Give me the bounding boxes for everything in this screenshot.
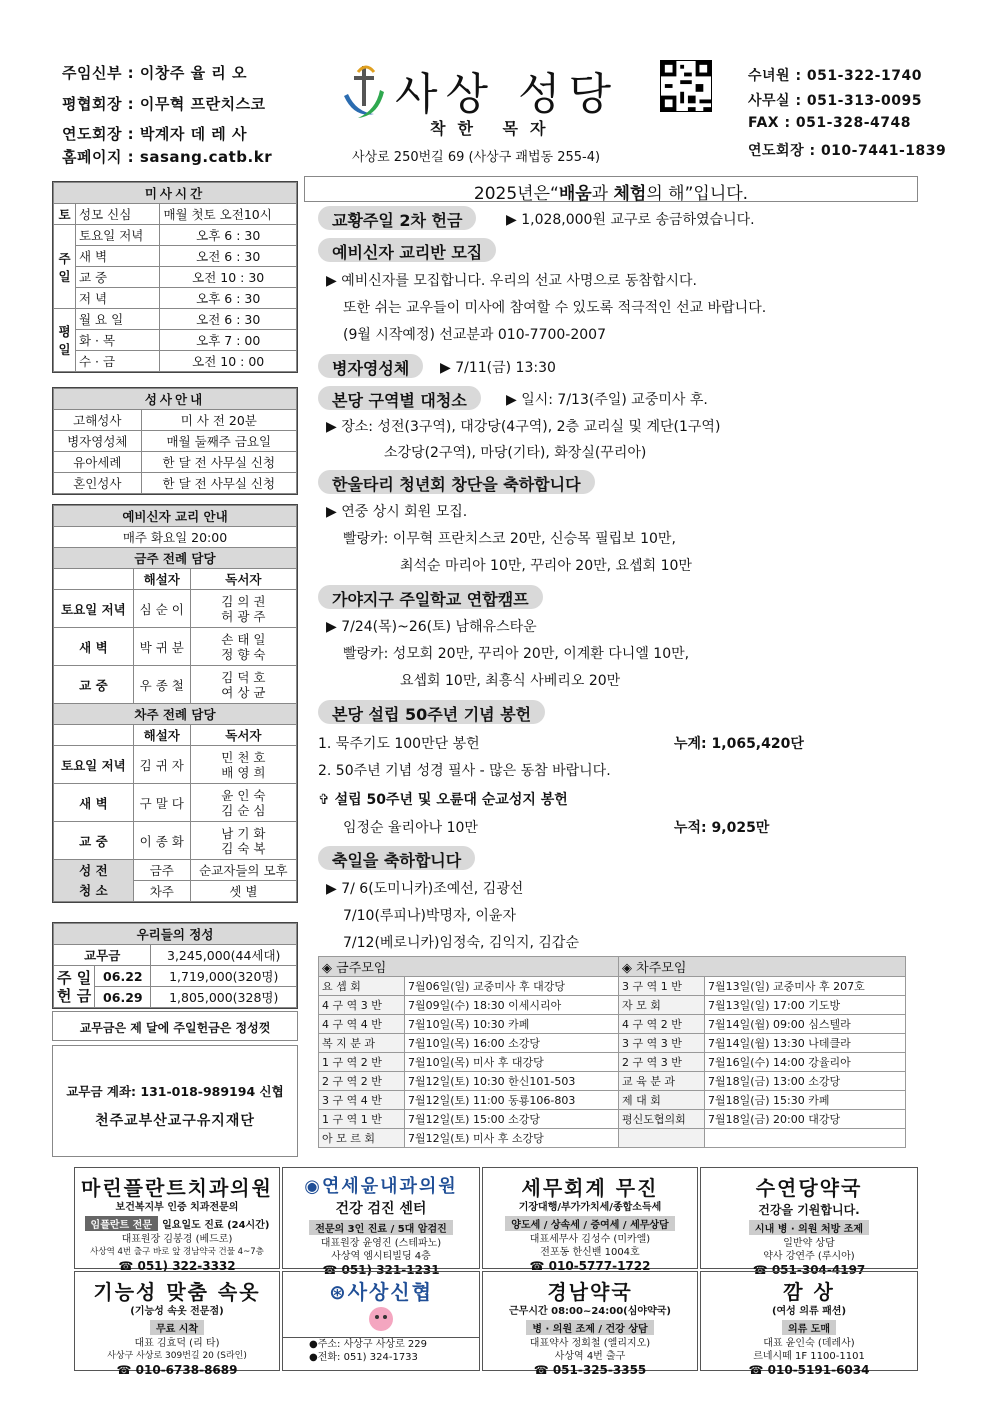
ad-internal-clinic[interactable] — [282, 1167, 480, 1277]
offering-50th-title: ✞ 설립 50주년 및 오륜대 순교성지 봉헌 — [318, 792, 568, 808]
commentator-name: 우 종 철 — [133, 666, 190, 704]
reader-name: 손 태 일 — [221, 631, 266, 647]
sick-communion-text: ▶ 7/11(금) 13:30 — [440, 360, 556, 376]
meeting-detail: 7월14일(월) 13:30 나데클라 — [705, 1034, 906, 1053]
cleaning-label: 성 전 — [79, 862, 108, 878]
commentator-name: 박 귀 분 — [133, 628, 190, 666]
ad-pharmacy-suyeon[interactable] — [700, 1167, 918, 1277]
meeting-group: 2 구 역 3 반 — [619, 1053, 705, 1072]
cleaning-label: 청 소 — [79, 882, 108, 898]
liturgy-mass-label: 새 벽 — [54, 784, 134, 822]
ad-tax-office[interactable] — [482, 1167, 698, 1273]
reader-header: 독서자 — [190, 569, 296, 590]
account-number: 교무금 계좌: 131-018-989194 신협 — [66, 1084, 284, 1099]
camp-text-2: 빨랑카: 성모회 20만, 꾸리아 20만, 이계환 다니엘 10만, — [343, 646, 690, 662]
commentator-name: 구 말 다 — [133, 784, 190, 822]
ad-subtitle: 보건복지부 인증 치과전문의 — [115, 1202, 239, 1213]
ad-text: 대표원장 윤영진 (스테파노) — [320, 1238, 442, 1249]
parish-title: 사상 성당 — [395, 69, 620, 120]
mass-cell: 매월 첫토 오전10시 — [160, 204, 297, 225]
meeting-group: 제 대 회 — [619, 1091, 705, 1110]
ad-subtitle: 기장대행/부가가치세/종합소득세 — [518, 1202, 662, 1213]
sacrament-cell: 미 사 전 20분 — [141, 410, 296, 431]
ad-credit-union[interactable] — [282, 1271, 480, 1371]
banner-text: 의 해”입니다. — [646, 184, 749, 204]
ad-text: 대표약사 정회철 (엘리지오) — [529, 1338, 651, 1349]
liturgy-mass-label: 토요일 저녁 — [54, 590, 134, 628]
ad-text: 대표원장 김봉경 (베드로) — [121, 1234, 233, 1245]
meeting-group: 3 구 역 1 반 — [619, 977, 705, 996]
sacrament-cell: 한 달 전 사무실 신청 — [141, 452, 296, 473]
ad-subtitle: (여성 의류 패션) — [771, 1306, 847, 1317]
sacrament-box — [52, 387, 298, 495]
ad-phone: ☎ 051) 322-3332 — [118, 1259, 236, 1273]
meeting-row — [319, 1072, 906, 1091]
ad-title: 연세윤내과의원 — [322, 1176, 458, 1197]
meeting-group: 교 육 분 과 — [619, 1072, 705, 1091]
bible-copy-text: 2. 50주년 기념 성경 필사 - 많은 동참 바랍니다. — [318, 763, 611, 779]
reader-name: 정 향 숙 — [221, 646, 266, 662]
section-50th-anniversary: 본당 설립 50주년 기념 봉헌 — [318, 700, 545, 724]
ad-phone: ☎ 010-5191-6034 — [748, 1363, 870, 1377]
ad-phone: ☎ 051-304-4197 — [752, 1263, 866, 1277]
feast-text-1: ▶ 7/ 6(도미니카)조예선, 김광선 — [326, 881, 524, 897]
next-week-title: 차주 전례 담당 — [54, 704, 297, 725]
reader-header: 독서자 — [190, 725, 296, 746]
ad-phone: ☎ 051-325-3355 — [533, 1363, 647, 1377]
parish-subtitle: 착한 목자 — [430, 119, 558, 138]
this-week-title: 금주 전례 담당 — [54, 548, 297, 569]
ad-text: 대표세무사 김성수 (미카엘) — [529, 1234, 651, 1245]
banner-text: 과 — [591, 184, 614, 204]
offering-value: 1,805,000(328명) — [151, 987, 297, 1008]
section-pope-sunday: 교황주일 2차 헌금 — [318, 206, 476, 230]
reader-name: 배 영 희 — [221, 764, 266, 780]
ad-title: 경남약국 — [547, 1280, 633, 1304]
cleaning-place-1: ▶ 장소: 성전(3구역), 대강당(4구역), 2층 교리실 및 계단(1구역) — [326, 419, 721, 435]
sunday-offering-label: 주 일 — [57, 968, 92, 987]
mass-cell: 성모 신심 — [76, 204, 160, 225]
mass-cell: 토 — [54, 204, 76, 225]
pastor-line: 주임신부 : 이창주 율 리 오 — [62, 64, 248, 82]
fax-number: FAX : 051-328-4748 — [748, 115, 911, 131]
homepage-line: 홈페이지 : sasang.catb.kr — [62, 148, 273, 166]
ad-badge-text: 일요일도 진료 (24시간) — [162, 1220, 270, 1231]
mass-cell: 화 · 목 — [76, 330, 160, 351]
catechism-title: 예비신자 교리 안내 — [54, 506, 297, 527]
qr-code-icon[interactable] — [660, 60, 712, 112]
foundation-name: 천주교부산교구유지재단 — [95, 1113, 255, 1129]
meeting-detail: 7월14일(월) 09:00 심스텔라 — [705, 1015, 906, 1034]
ad-text: 사상역 4번 출구 바로 앞 경남약국 건물 4~7층 — [90, 1247, 264, 1257]
meeting-row — [319, 1110, 906, 1129]
offering-box — [52, 922, 298, 1009]
youth-text-2: 빨랑카: 이무혁 프란치스코 20만, 신승목 필립보 10만, — [343, 531, 676, 547]
ad-badge: 시내 병 · 의원 처방 조제 — [749, 1220, 869, 1235]
meeting-group: 3 구 역 4 반 — [319, 1091, 405, 1110]
mass-cell: 새 벽 — [76, 246, 160, 267]
meeting-row — [319, 1015, 906, 1034]
meeting-row — [319, 996, 906, 1015]
tithe-label: 교무금 — [54, 945, 151, 966]
meeting-detail: 7월12일(토) 11:00 동룡106-803 — [405, 1091, 619, 1110]
commentator-header: 해설자 — [133, 725, 190, 746]
cleaning-date-text: ▶ 일시: 7/13(주일) 교중미사 후. — [506, 392, 708, 408]
mass-weekday-label: 평일 — [54, 309, 76, 372]
reader-name: 김 의 권 — [221, 593, 266, 609]
ad-title: 기능성 맞춤 속옷 — [93, 1280, 261, 1304]
catechism-time: 매주 화요일 20:00 — [54, 527, 297, 548]
ad-text: 르네시떼 1F 1100-1101 — [753, 1351, 865, 1362]
meeting-detail: 7월12일(토) 15:00 소강당 — [405, 1110, 619, 1129]
liturgy-mass-label: 토요일 저녁 — [54, 746, 134, 784]
ad-text: ●전화: 051) 324-1733 — [309, 1352, 418, 1363]
ad-text: 사상역 엠시티빌딩 4층 — [331, 1251, 431, 1262]
meeting-detail: 7월10일(목) 미사 후 대강당 — [405, 1053, 619, 1072]
mass-cell: 오후 6 : 30 — [160, 225, 297, 246]
offering-title: 우리들의 정성 — [54, 924, 297, 945]
ad-dental[interactable] — [74, 1167, 280, 1273]
meeting-group: 1 구 역 1 반 — [319, 1110, 405, 1129]
mass-cell: 오전 6 : 30 — [160, 246, 297, 267]
mass-cell: 저 녁 — [76, 288, 160, 309]
ad-subtitle: (기능성 속옷 전문점) — [130, 1306, 224, 1317]
year-theme-banner — [304, 176, 918, 202]
section-sick-communion: 병자영성체 — [318, 354, 423, 378]
meeting-group: 자 모 회 — [619, 996, 705, 1015]
meeting-row — [319, 977, 906, 996]
camp-text-3: 요셉회 10만, 최흥식 사베리오 20만 — [400, 673, 621, 689]
offering-50th-total: 누적: 9,025만 — [674, 820, 770, 836]
mass-cell: 오후 6 : 30 — [160, 288, 297, 309]
commentator-name: 김 귀 자 — [133, 746, 190, 784]
meeting-detail: 7월12일(토) 미사 후 소강당 — [405, 1129, 619, 1148]
meeting-row — [319, 1129, 906, 1148]
ad-text: 약사 강연주 (루시아) — [763, 1251, 855, 1262]
banner-keyword: 배움 — [558, 184, 592, 204]
ad-badge: 의류 도매 — [782, 1320, 836, 1335]
rosary-total: 누계: 1,065,420단 — [674, 736, 804, 752]
ad-subtitle: 건강 검진 센터 — [335, 1201, 427, 1217]
liturgy-mass-label: 새 벽 — [54, 628, 134, 666]
meeting-group: 2 구 역 2 반 — [319, 1072, 405, 1091]
ad-text: 사상구 사상로 309번길 20 (S라인) — [107, 1351, 247, 1361]
credit-union-logo-icon: ⊛ — [328, 1280, 348, 1304]
yeondo-president-line: 연도회장 : 박계자 데 레 사 — [62, 125, 248, 143]
ad-underwear[interactable] — [74, 1271, 280, 1377]
ad-title: 사상신협 — [347, 1280, 434, 1304]
cleaning-week: 금주 — [133, 860, 190, 881]
reader-name: 남 기 화 — [221, 825, 266, 841]
mass-cell: 수 · 금 — [76, 351, 160, 372]
meeting-detail: 7월06일(일) 교중미사 후 대강당 — [405, 977, 619, 996]
reader-name: 민 천 호 — [221, 749, 266, 765]
offering-date: 06.29 — [95, 987, 151, 1008]
tithe-value: 3,245,000(44세대) — [151, 945, 297, 966]
ad-text: 대표 김효덕 (리 타) — [134, 1338, 220, 1349]
meeting-group: 복 지 분 과 — [319, 1034, 405, 1053]
catechumen-text-2: 또한 쉬는 교우들이 미사에 참여할 수 있도록 적극적인 선교 바랍니다. — [343, 300, 767, 316]
ad-badge: 병 · 의원 조제 / 건강 상담 — [526, 1320, 653, 1335]
ad-text: 사상역 4번 출구 — [554, 1351, 626, 1362]
banner-keyword: 체험 — [613, 184, 647, 204]
section-cleaning: 본당 구역별 대청소 — [318, 386, 481, 410]
offering-note: 교무금은 제 달에 주일헌금은 정성껏 — [52, 1011, 298, 1041]
ad-text: ●주소: 사상구 사상로 229 — [283, 1337, 479, 1351]
sacrament-cell: 한 달 전 사무실 신청 — [141, 473, 296, 494]
sunday-offering-label: 헌 금 — [57, 986, 92, 1005]
youth-text-3: 최석순 마리아 10만, 꾸리아 20만, 요셉회 10만 — [400, 558, 692, 574]
ad-subtitle: 근무시간 08:00~24:00(심야약국) — [509, 1306, 671, 1317]
banner-text: 2025년은“ — [473, 184, 559, 204]
liturgy-mass-label: 교 중 — [54, 822, 134, 860]
offering-50th-donor: 임정순 율리아나 10만 — [343, 820, 478, 836]
parish-address: 사상로 250번길 69 (사상구 괘법동 255-4) — [352, 150, 601, 165]
meeting-detail: 7월18일(금) 15:30 카페 — [705, 1091, 906, 1110]
meeting-detail: 7월18일(금) 13:00 소강당 — [705, 1072, 906, 1091]
ad-phone: ☎ 010-5777-1722 — [529, 1259, 651, 1273]
meeting-row — [319, 1053, 906, 1072]
mass-cell: 토요일 저녁 — [76, 225, 160, 246]
ad-clothing[interactable] — [700, 1271, 918, 1377]
mass-cell: 오전 6 : 30 — [160, 309, 297, 330]
section-sunday-school-camp: 가야지구 주일학교 연합캠프 — [318, 585, 543, 609]
feast-text-3: 7/12(베로니카)임정숙, 김익지, 김갑순 — [343, 935, 579, 951]
ad-text: 일반약 상담 — [783, 1238, 835, 1249]
offering-date: 06.22 — [95, 966, 151, 987]
ad-text: 대표 윤인숙 (데레사) — [763, 1338, 855, 1349]
ad-badge: 양도세 / 상속세 / 증여세 / 세무상담 — [505, 1216, 674, 1231]
section-youth-group: 한울타리 청년회 창단을 축하합니다 — [318, 470, 595, 494]
camp-text-1: ▶ 7/24(목)~26(토) 남해유스타운 — [326, 619, 537, 635]
meeting-group: 4 구 역 3 반 — [319, 996, 405, 1015]
feast-text-2: 7/10(루피나)박명자, 이윤자 — [343, 908, 516, 924]
meeting-row — [319, 1091, 906, 1110]
sacrament-cell: 혼인성사 — [54, 473, 142, 494]
meeting-group: 평신도협의회 — [619, 1110, 705, 1129]
mass-times-title: 미사시간 — [54, 183, 297, 204]
account-box — [52, 1045, 298, 1157]
ad-pharmacy-gyeongnam[interactable] — [482, 1271, 698, 1377]
commentator-name: 심 순 이 — [133, 590, 190, 628]
commentator-header: 해설자 — [133, 569, 190, 590]
mass-cell: 오전 10 : 00 — [160, 351, 297, 372]
meeting-group: 아 모 르 회 — [319, 1129, 405, 1148]
ad-subtitle: 건강을 기원합니다. — [758, 1203, 860, 1217]
next-week-meetings-header: ◈ 차주모임 — [619, 957, 906, 977]
cleaning-week: 차주 — [133, 881, 190, 902]
mascot-icon — [361, 1305, 401, 1333]
mass-cell: 오후 7 : 00 — [160, 330, 297, 351]
ad-badge: 무료 시착 — [150, 1320, 204, 1335]
section-feast-days: 축일을 축하합니다 — [318, 846, 475, 870]
ad-phone: ☎ 010-6738-8689 — [116, 1363, 238, 1377]
mass-times-box — [52, 181, 298, 373]
meeting-detail — [705, 1129, 906, 1148]
meeting-detail: 7월12일(토) 10:30 한신101-503 — [405, 1072, 619, 1091]
yeondo-phone: 연도회장 : 010-7441-1839 — [748, 143, 947, 159]
ad-title: 깜 상 — [783, 1280, 835, 1304]
sacrament-title: 성사안내 — [54, 389, 297, 410]
meeting-detail: 7월10일(목) 10:30 카페 — [405, 1015, 619, 1034]
pope-sunday-text: ▶ 1,028,000원 교구로 송금하였습니다. — [506, 212, 755, 228]
meetings-table — [318, 956, 906, 1148]
cleaning-group: 순교자들의 모후 — [190, 860, 296, 881]
meeting-detail: 7월13일(일) 17:00 기도방 — [705, 996, 906, 1015]
meeting-group — [619, 1129, 705, 1148]
meeting-group: 4 구 역 4 반 — [319, 1015, 405, 1034]
ad-title: 마린플란트치과의원 — [81, 1176, 273, 1200]
reader-name: 윤 인 숙 — [221, 787, 266, 803]
meeting-group: 요 셉 회 — [319, 977, 405, 996]
office-phone: 사무실 : 051-313-0095 — [748, 93, 922, 109]
sacrament-cell: 유아세례 — [54, 452, 142, 473]
meeting-detail: 7월10일(목) 16:00 소강당 — [405, 1034, 619, 1053]
meeting-detail: 7월18일(금) 20:00 대강당 — [705, 1110, 906, 1129]
liturgy-box — [52, 504, 298, 903]
mass-cell: 교 중 — [76, 267, 160, 288]
section-catechumen: 예비신자 교리반 모집 — [318, 238, 496, 262]
ad-title: 수연당약국 — [755, 1176, 863, 1200]
meeting-group: 4 구 역 2 반 — [619, 1015, 705, 1034]
meeting-detail: 7월16일(수) 14:00 강율리아 — [705, 1053, 906, 1072]
reader-name: 허 광 주 — [221, 608, 266, 624]
cleaning-group: 셋 별 — [190, 881, 296, 902]
reader-name: 김 순 심 — [221, 802, 266, 818]
mass-sunday-label: 주일 — [54, 225, 76, 309]
commentator-name: 이 종 화 — [133, 822, 190, 860]
council-president-line: 평협회장 : 이무혁 프란치스코 — [62, 95, 266, 113]
meeting-detail: 7월09일(수) 18:30 이세시리아 — [405, 996, 619, 1015]
catechumen-text-3: (9월 시작예정) 선교분과 010-7700-2007 — [343, 327, 606, 343]
ad-title: 세무회계 무진 — [521, 1176, 659, 1200]
ad-text: 전포동 한신밴 1004호 — [540, 1247, 640, 1258]
meeting-group: 1 구 역 2 반 — [319, 1053, 405, 1072]
clinic-logo-icon: ◉ — [304, 1176, 322, 1197]
cleaning-place-2: 소강당(2구역), 마당(기타), 화장실(꾸리아) — [384, 445, 647, 461]
ad-badge: 전문의 3인 진료 / 5대 암검진 — [309, 1220, 453, 1235]
liturgy-mass-label: 교 중 — [54, 666, 134, 704]
mass-cell: 월 요 일 — [76, 309, 160, 330]
catechumen-text-1: ▶ 예비신자를 모집합니다. 우리의 선교 사명으로 동참합시다. — [326, 273, 697, 289]
rosary-text: 1. 묵주기도 100만단 봉헌 — [318, 736, 480, 752]
church-logo-icon — [338, 62, 390, 122]
ad-badge: 임플란트 전문 — [85, 1216, 158, 1231]
sacrament-cell: 병자영성체 — [54, 431, 142, 452]
reader-name: 김 숙 복 — [221, 840, 266, 856]
sacrament-cell: 매월 둘째주 금요일 — [141, 431, 296, 452]
sacrament-cell: 고해성사 — [54, 410, 142, 431]
offering-value: 1,719,000(320명) — [151, 966, 297, 987]
this-week-meetings-header: ◈ 금주모임 — [319, 957, 619, 977]
ad-phone: ☎ 051) 321-1231 — [322, 1263, 440, 1277]
meeting-group: 3 구 역 3 반 — [619, 1034, 705, 1053]
youth-text-1: ▶ 연중 상시 회원 모집. — [326, 504, 468, 520]
meeting-detail: 7월13일(일) 교중미사 후 207호 — [705, 977, 906, 996]
convent-phone: 수녀원 : 051-322-1740 — [748, 68, 922, 84]
meeting-row — [319, 1034, 906, 1053]
mass-cell: 오전 10 : 30 — [160, 267, 297, 288]
reader-name: 김 덕 호 — [221, 669, 266, 685]
reader-name: 여 상 균 — [221, 684, 266, 700]
